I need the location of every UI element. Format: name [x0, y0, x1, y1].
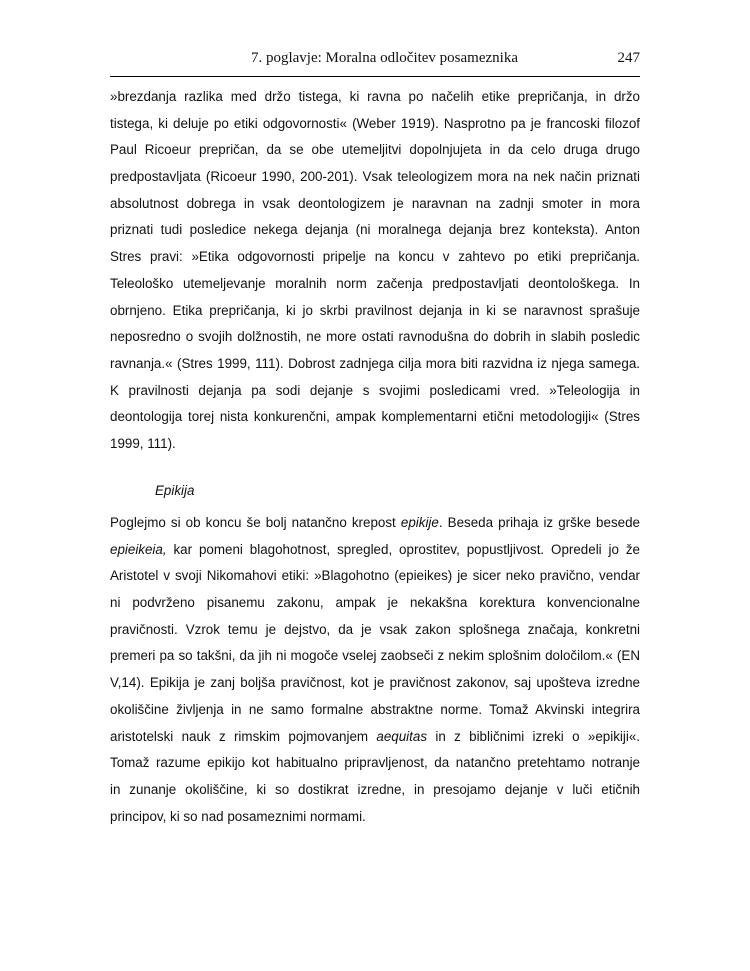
text-line [110, 217, 640, 244]
text-segment: ravnanja.« (Stres 1999, 111). Dobrost zadnjega cilja mora biti razvidna iz njega samega. [110, 355, 640, 371]
page-number: 247 [617, 50, 640, 66]
text-segment: Poglejmo si ob koncu še bolj natančno krepost [110, 515, 401, 530]
text-line [110, 271, 640, 298]
text-segment: aristotelski nauk z rimskim pojmovanjem [110, 728, 377, 744]
text-segment: neposredno o svojih dolžnostih, ne more ostati ravnodušna do dobrih in slabih posledic [110, 329, 640, 345]
text-line [110, 324, 640, 351]
text-line [110, 378, 640, 405]
text-line [110, 137, 640, 164]
running-header [110, 50, 640, 72]
text-line [110, 111, 640, 138]
text-line [110, 510, 640, 537]
text-line [110, 777, 640, 804]
text-segment: pravičnosti. Vzrok temu je dejstvo, da je vsak zakon splošnega značaja, konkretni [110, 621, 640, 637]
italic-term: aequitas [376, 728, 428, 744]
text-line [110, 750, 640, 777]
text-segment: 1999, 111). [110, 435, 176, 451]
text-segment: priznati tudi posledice nekega dejanja (ni moralnega dejanja brez konteksta). Anton [110, 222, 640, 238]
text-line [110, 563, 640, 590]
text-segment: premeri pa so takšni, da jih ni mogoče vselej zaobseči z nekim splošnim določilom.« (EN [110, 648, 640, 664]
text-line [110, 431, 640, 458]
text-segment: Stres pravi: »Etika odgovornosti pripelje na koncu v zahtevo po etiki prepričanja. [110, 249, 640, 265]
text-segment: okoliščine življenja in ne samo formalne abstraktne norme. Tomaž Akvinski integrira [110, 701, 640, 717]
text-line [110, 244, 640, 271]
section-heading: Epikija [155, 483, 195, 498]
text-segment: Paul Ricoeur prepričan, da se obe utemeljitvi dopolnjujeta in da celo druga drugo [110, 142, 640, 158]
running-title: 7. poglavje: Moralna odločitev posameznika [250, 50, 518, 66]
text-line [110, 590, 640, 617]
text-segment: Teleološko utemeljevanje moralnih norm začenja predpostavljati deontološkega. In [110, 275, 640, 291]
text-segment: in zunanje okoliščine, ki so dostikrat izredne, in presojamo dejanje v luči etičnih [110, 781, 640, 797]
text-line [110, 84, 640, 111]
text-segment: obrnjeno. Etika prepričanja, ki jo skrbi pravilnost dejanja in ki se naravnost sprašuje [110, 302, 640, 318]
text-segment: in z bibličnimi izreki o »epikiji«. [427, 728, 640, 744]
paragraph-2 [110, 510, 640, 830]
text-line [110, 537, 640, 564]
text-line [110, 617, 640, 644]
text-line [110, 804, 640, 831]
text-segment: Tomaž razume epikijo kot habitualno pripravljenost, da natančno pretehtamo notranje [110, 755, 640, 771]
text-segment: predpostavljata (Ricoeur 1990, 200-201). Vsak teleologizem mora na nek način priznati [110, 169, 640, 185]
text-line [110, 643, 640, 670]
text-line [110, 724, 640, 751]
text-line [110, 298, 640, 325]
text-segment: V,14). Epikija je zanj boljša pravičnost, kot je pravičnost zakonov, saj upošteva izredne [110, 675, 640, 691]
text-line [110, 404, 640, 431]
text-line [110, 191, 640, 218]
text-segment: absolutnost dobrega in vsak deontologizem je naravnan na zadnji smoter in mora [110, 195, 640, 211]
text-segment: ni podvrženo pisanemu zakonu, ampak je nekakšna korektura konvencionalne [110, 595, 640, 611]
header-rule [110, 76, 640, 77]
text-segment: tistega, ki deluje po etiki odgovornosti« (Weber 1919). Nasprotno pa je francoski filozof [110, 115, 640, 131]
text-segment: »brezdanja razlika med držo tistega, ki ravna po načelih etike prepričanja, in držo [110, 89, 640, 104]
text-segment: deontologija torej nista konkurenčni, ampak komplementarni etični metodologiji« (Stres [110, 409, 640, 425]
text-segment: K pravilnosti dejanja pa sodi dejanje s svojimi posledicami vred. »Teleologija in [110, 382, 640, 398]
paragraph-1 [110, 84, 640, 458]
text-line [110, 351, 640, 378]
text-segment: . Beseda prihaja iz grške besede [438, 515, 640, 530]
text-line [110, 697, 640, 724]
italic-term: epieikeia, [110, 541, 167, 557]
italic-term: epikije [400, 515, 439, 530]
text-line [110, 670, 640, 697]
text-segment: Aristotel v svoji Nikomahovi etiki: »Blagohotno (epieikes) je sicer neko pravično, vendar [110, 568, 640, 584]
text-segment: kar pomeni blagohotnost, spregled, oprostitev, popustljivost. Opredeli jo že [166, 541, 640, 557]
text-line [110, 164, 640, 191]
text-segment: principov, ki so nad posameznimi normami. [110, 808, 366, 824]
